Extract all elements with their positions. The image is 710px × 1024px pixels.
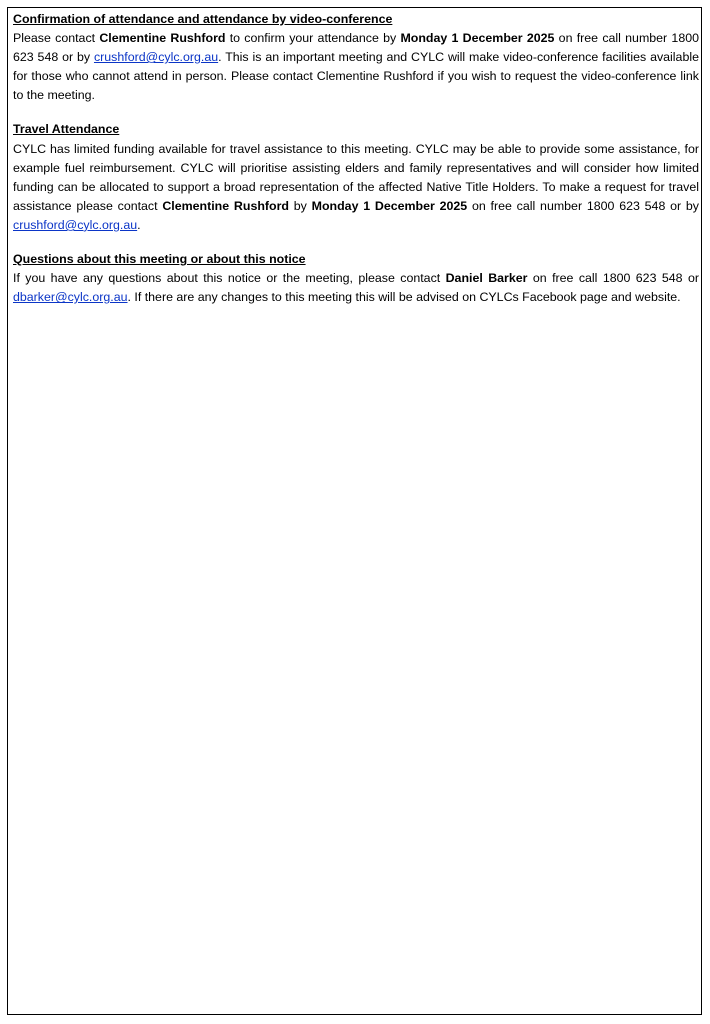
body-text: If you have any questions about this notice or the meeting, please contact <box>13 271 446 286</box>
body-text: . <box>137 217 141 232</box>
email-link-crushford[interactable]: crushford@cylc.org.au <box>93 50 219 65</box>
body-text: . This is an important meeting and CYLC will make video-conference facilities available for those who cannot attend in person. Please contact Clementine Rushford if you wish to request the video-conference link to the meeting. <box>13 50 699 103</box>
section-body-questions <box>13 269 699 307</box>
body-text: Please contact <box>13 31 100 46</box>
section-heading-confirmation: Confirmation of attendance and attendance by video-conference <box>13 12 393 26</box>
section-confirmation <box>13 10 699 105</box>
body-text: by <box>289 198 312 213</box>
body-text: on free call 1800 623 548 or <box>527 271 699 286</box>
notice-content <box>13 10 699 322</box>
section-heading-questions: Questions about this meeting or about this notice <box>13 252 306 267</box>
section-travel <box>13 120 699 235</box>
email-link-dbarker[interactable]: dbarker@cylc.org.au <box>13 290 128 305</box>
body-text: . If there are any changes to this meeting this will be advised on CYLCs Facebook page and website. <box>127 290 681 305</box>
deadline-date: Monday 1 December 2025 <box>400 31 555 46</box>
contact-name: Clementine Rushford <box>162 198 289 213</box>
body-text: on free call number 1800 623 548 or by <box>13 31 699 65</box>
body-text: on free call number 1800 623 548 or by <box>467 198 699 213</box>
body-text: to confirm your attendance by <box>225 31 401 46</box>
section-body-travel <box>13 140 699 235</box>
section-heading-travel: Travel Attendance <box>13 122 120 137</box>
contact-name: Clementine Rushford <box>99 31 226 46</box>
email-link-crushford[interactable]: crushford@cylc.org.au <box>13 217 138 232</box>
contact-name: Daniel Barker <box>445 271 528 286</box>
section-body-confirmation <box>13 29 699 105</box>
deadline-date: Monday 1 December 2025 <box>311 198 468 213</box>
section-questions <box>13 250 699 307</box>
body-text: CYLC has limited funding available for travel assistance to this meeting. CYLC may be able to provide some assistance, for example fuel reimbursement. CYLC will prioritise assisting elders and family representatives and will consider how limited funding can be allocated to support a broad representation of the affected Native Title Holders. To make a request for travel assistance please contact <box>13 141 699 213</box>
